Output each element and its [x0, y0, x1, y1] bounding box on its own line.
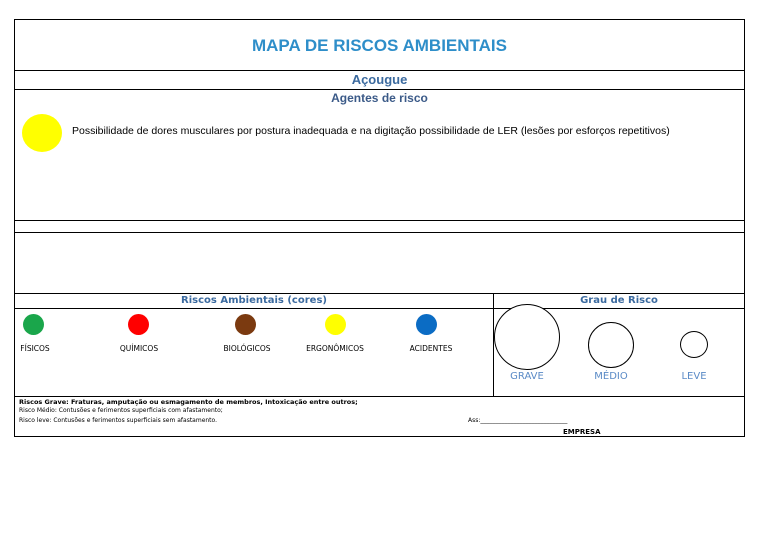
- divider: [15, 70, 744, 71]
- footer-medio-note: Risco Médio: Contusões e ferimentos superficiais com afastamento;: [19, 407, 223, 414]
- ergonomic-risk-label: ERGONÔMICOS: [306, 344, 364, 353]
- chemical-risk-label: QUÍMICOS: [119, 344, 159, 353]
- physical-risk-dot: [23, 314, 44, 335]
- physical-risk-label: FÍSICOS: [20, 344, 50, 353]
- biological-risk-dot: [235, 314, 256, 335]
- divider: [15, 293, 744, 294]
- page-title: MAPA DE RISCOS AMBIENTAIS: [251, 36, 507, 55]
- divider: [15, 220, 744, 221]
- footer-leve-note: Risco leve: Contusões e ferimentos superficiais sem afastamento.: [19, 417, 218, 424]
- accident-risk-dot: [416, 314, 437, 335]
- ergonomic-risk-dot: [325, 314, 346, 335]
- company-label: EMPRESA: [563, 428, 601, 436]
- leve-label: LEVE: [681, 371, 707, 382]
- sector-name: Açougue: [351, 72, 408, 87]
- agents-heading: Agentes de risco: [331, 91, 428, 105]
- divider: [15, 308, 744, 309]
- grave-circle: [494, 304, 560, 370]
- medio-circle: [588, 322, 634, 368]
- divider: [15, 396, 744, 397]
- footer-grave-note: Riscos Grave: Fraturas, amputação ou esmagamento de membros, Intoxicação entre outros;: [19, 398, 358, 406]
- risk-description: Possibilidade de dores musculares por postura inadequada e na digitação possibilidade de LER (lesões por esforços repetitivos): [72, 125, 670, 137]
- medio-label: MÉDIO: [594, 371, 628, 382]
- biological-risk-label: BIOLÓGICOS: [223, 344, 271, 353]
- grade-heading: Grau de Risco: [580, 295, 658, 306]
- legend-heading: Riscos Ambientais (cores): [181, 295, 327, 306]
- divider: [15, 89, 744, 90]
- chemical-risk-dot: [128, 314, 149, 335]
- risk-map-document: [14, 19, 745, 437]
- divider: [15, 232, 744, 233]
- ergonomic-risk-dot: [22, 114, 62, 152]
- signature-line: Ass:_____________________________: [468, 417, 568, 424]
- accident-risk-label: ACIDENTES: [409, 344, 453, 353]
- leve-circle: [680, 331, 708, 358]
- grave-label: GRAVE: [510, 371, 544, 382]
